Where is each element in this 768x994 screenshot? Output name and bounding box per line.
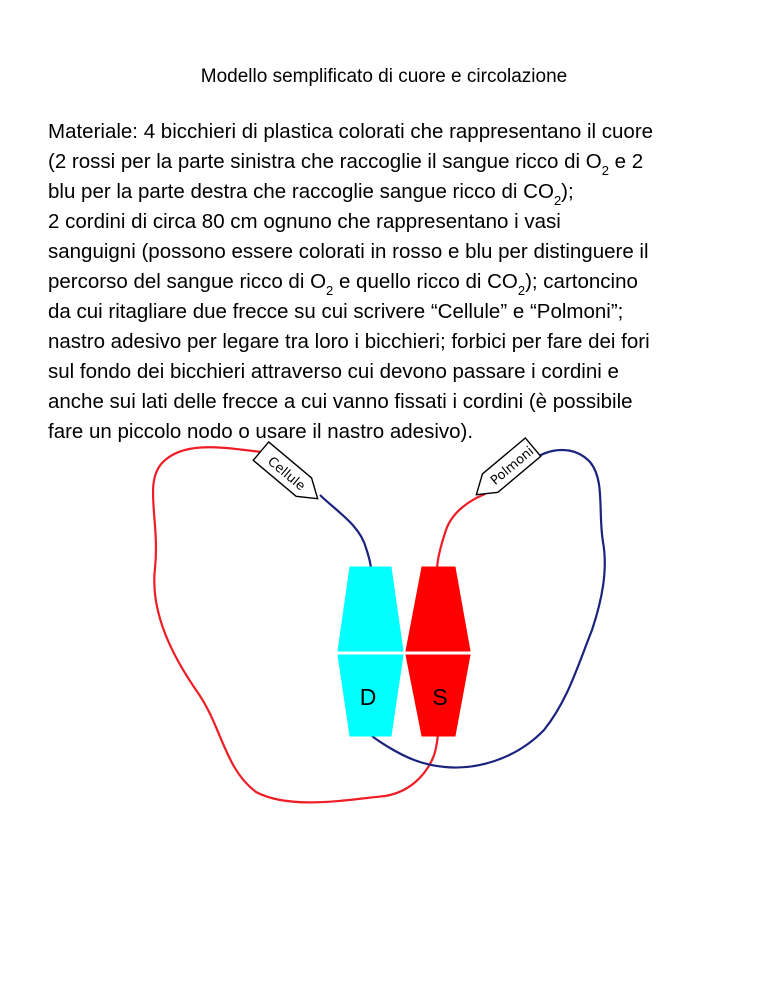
text-line: 2 cordini di circa 80 cm ognuno che rappresentano i vasi xyxy=(48,210,561,233)
cord-blue-left xyxy=(320,495,371,570)
text-line: blu per la parte destra che raccoglie sangue ricco di $CO_2$); xyxy=(48,180,574,208)
subscript: 2 xyxy=(326,283,334,298)
cup-label-d: D xyxy=(359,684,377,710)
text-line: anche sui lati delle frecce a cui vanno fissati i cordini (è possibile xyxy=(48,390,633,413)
arrow-polmoni xyxy=(469,438,541,504)
text-line: Materiale: 4 bicchieri di plastica colorati che rappresentano il cuore xyxy=(48,120,654,143)
text-line: nastro adesivo per legare tra loro i bicchieri; forbici per fare dei fori xyxy=(48,330,650,353)
text-line: sul fondo dei bicchieri attraverso cui devono passare i cordini e xyxy=(48,360,619,383)
arrow-cellule xyxy=(253,442,325,508)
page-title: Modello semplificato di cuore e circolazione xyxy=(200,66,568,87)
text-line: fare un piccolo nodo o usare il nastro adesivo). xyxy=(48,420,474,443)
cup-left-heart-top xyxy=(406,567,470,651)
subscript: 2 xyxy=(601,163,609,178)
cord-red-right xyxy=(437,494,485,570)
subscript: 2 xyxy=(553,193,562,208)
text-line: (2 rossi per la parte sinistra che raccoglie il sangue ricco di $O_2$ e 2 xyxy=(48,150,644,178)
cord-blue-right xyxy=(371,450,605,768)
arrow-cellule-label: Cellule xyxy=(264,454,308,495)
cup-label-s: S xyxy=(432,684,448,710)
text-line: da cui ritagliare due frecce su cui scrivere “Cellule” e “Polmoni”; xyxy=(48,300,624,323)
arrow-polmoni-label: Polmoni xyxy=(488,444,538,489)
text-line: sanguigni (possono essere colorati in rosso e blu per distinguere il xyxy=(48,240,649,263)
cup-right-heart-top xyxy=(338,567,403,651)
text-line: percorso del sangue ricco di $O_2$ e quello ricco di $CO_2$); cartoncino xyxy=(48,270,638,298)
subscript: 2 xyxy=(517,283,526,298)
